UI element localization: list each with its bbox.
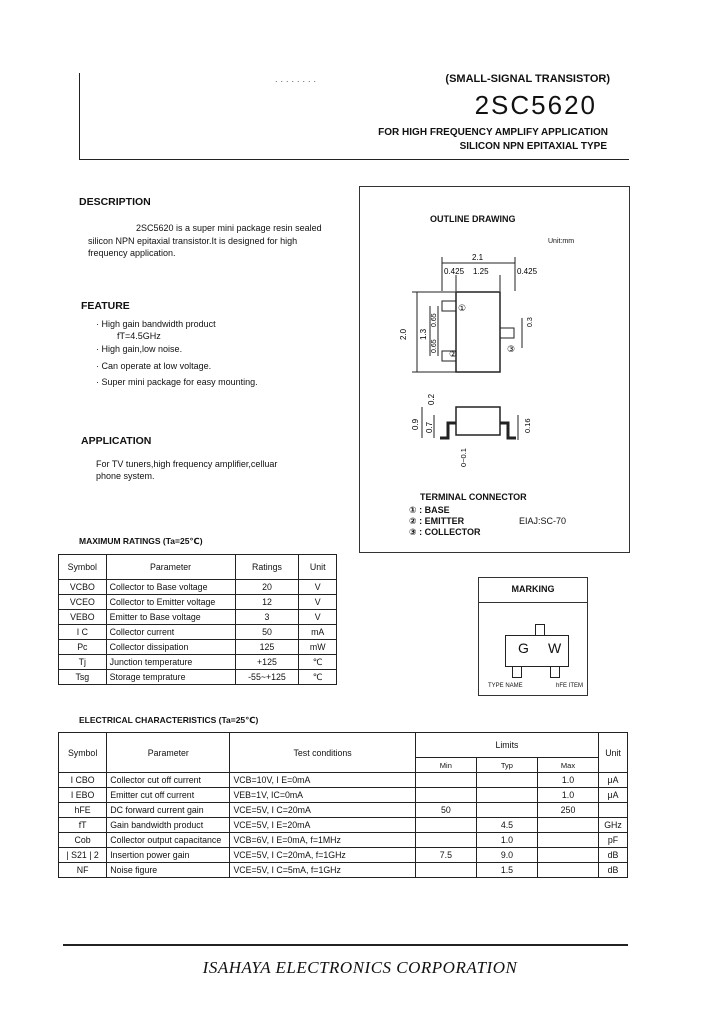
elec-max: 250 — [537, 803, 598, 818]
elec-typ: 9.0 — [476, 848, 537, 863]
max-unit: ℃ — [299, 655, 337, 670]
elec-min: 7.5 — [415, 848, 476, 863]
elec-unit: dB — [599, 848, 628, 863]
max-ratings-row — [59, 625, 337, 640]
max-ratings-row — [59, 595, 337, 610]
max-ratings-row — [59, 670, 337, 685]
elec-symbol: NF — [59, 863, 107, 878]
dim-p1: 0.65 — [431, 313, 438, 327]
marking-right-lead — [550, 666, 560, 678]
max-symbol: Pc — [59, 640, 107, 655]
max-ratings-row — [59, 610, 337, 625]
elec-symbol: hFE — [59, 803, 107, 818]
eiaj-package: EIAJ:SC-70 — [519, 516, 567, 526]
elec-conditions: VCE=5V, I C=5mA, f=1GHz — [230, 863, 415, 878]
max-rating: 125 — [235, 640, 299, 655]
marking-divider — [479, 602, 587, 603]
elec-header-min: Min — [415, 758, 476, 773]
elec-parameter: Emitter cut off current — [107, 788, 230, 803]
max-header-parameter: Parameter — [106, 555, 235, 580]
max-header-symbol: Symbol — [59, 555, 107, 580]
elec-title: ELECTRICAL CHARACTERISTICS (Ta=25℃) — [79, 715, 259, 725]
max-ratings-table — [58, 554, 337, 685]
elec-conditions: VCE=5V, I C=20mA, f=1GHz — [230, 848, 415, 863]
outline-unit: Unit:mm — [548, 238, 575, 245]
elec-min — [415, 818, 476, 833]
elec-row — [59, 833, 628, 848]
elec-min — [415, 788, 476, 803]
marking-title: MARKING — [511, 584, 555, 594]
elec-conditions: VCE=5V, I E=20mA — [230, 818, 415, 833]
part-number: 2SC5620 — [474, 90, 597, 120]
max-header-ratings: Ratings — [235, 555, 299, 580]
elec-parameter: Noise figure — [107, 863, 230, 878]
elec-row — [59, 848, 628, 863]
max-rating: 50 — [235, 625, 299, 640]
elec-header-limits: Limits — [415, 733, 598, 758]
marking-hfe-char: W — [548, 640, 562, 656]
max-rating: 20 — [235, 580, 299, 595]
max-ratings-title: MAXIMUM RATINGS (Ta=25℃) — [79, 536, 203, 546]
max-ratings-row — [59, 580, 337, 595]
elec-header-conditions: Test conditions — [230, 733, 415, 773]
elec-min — [415, 773, 476, 788]
header-dots: ........ — [275, 74, 320, 84]
max-parameter: Collector to Base voltage — [106, 580, 235, 595]
elec-min — [415, 833, 476, 848]
elec-unit: dB — [599, 863, 628, 878]
elec-symbol: fT — [59, 818, 107, 833]
pin-2-number: ② — [449, 350, 458, 360]
dim-top-mid: 1.25 — [473, 267, 489, 276]
marking-left-lead — [512, 666, 522, 678]
dim-lead-thickness: 0.16 — [523, 418, 532, 433]
dim-pitch: 1.3 — [419, 328, 428, 340]
dim-height: 2.0 — [399, 328, 408, 340]
dim-top-left: 0.425 — [444, 267, 465, 276]
max-symbol: Tj — [59, 655, 107, 670]
pin-3-lead — [500, 328, 514, 338]
max-unit: V — [299, 580, 337, 595]
marking-type-char: G — [518, 640, 529, 656]
feature-item-3: · Can operate at low voltage. — [96, 361, 212, 371]
max-unit: mA — [299, 625, 337, 640]
feature-title: FEATURE — [81, 300, 130, 312]
max-rating: 12 — [235, 595, 299, 610]
elec-row — [59, 803, 628, 818]
elec-max — [537, 863, 598, 878]
elec-typ — [476, 803, 537, 818]
application-line-2: phone system. — [96, 471, 155, 481]
terminal-emitter: ② : EMITTER — [409, 516, 465, 526]
dim-standoff: 0~0.1 — [459, 448, 468, 467]
elec-unit: μA — [599, 773, 628, 788]
max-parameter: Collector dissipation — [106, 640, 235, 655]
application-line-1: FOR HIGH FREQUENCY AMPLIFY APPLICATION — [378, 127, 608, 138]
elec-header-symbol: Symbol — [59, 733, 107, 773]
max-unit: V — [299, 610, 337, 625]
max-unit: ℃ — [299, 670, 337, 685]
max-symbol: I C — [59, 625, 107, 640]
feature-item-1b: fT=4.5GHz — [117, 331, 161, 341]
max-symbol: VEBO — [59, 610, 107, 625]
max-ratings-row — [59, 655, 337, 670]
marking-top-lead — [535, 624, 545, 636]
elec-unit: GHz — [599, 818, 628, 833]
elec-row — [59, 863, 628, 878]
marking-hfe-label: hFE ITEM — [556, 683, 584, 689]
description-title: DESCRIPTION — [79, 196, 151, 208]
max-symbol: Tsg — [59, 670, 107, 685]
footer-rule — [63, 944, 628, 946]
elec-unit: μA — [599, 788, 628, 803]
feature-item-2: · High gain,low noise. — [96, 344, 183, 354]
elec-header-max: Max — [537, 758, 598, 773]
elec-min: 50 — [415, 803, 476, 818]
elec-symbol: I CBO — [59, 773, 107, 788]
elec-conditions: VCB=6V, I E=0mA, f=1MHz — [230, 833, 415, 848]
elec-max — [537, 833, 598, 848]
elec-typ: 1.0 — [476, 833, 537, 848]
application-line-2: SILICON NPN EPITAXIAL TYPE — [459, 141, 607, 152]
elec-symbol: I EBO — [59, 788, 107, 803]
terminal-title: TERMINAL CONNECTOR — [420, 492, 527, 502]
outline-title: OUTLINE DRAWING — [430, 214, 516, 224]
dim-side-body: 0.7 — [425, 421, 434, 433]
application-title: APPLICATION — [81, 435, 152, 447]
elec-header-unit: Unit — [599, 733, 628, 773]
max-parameter: Emitter to Base voltage — [106, 610, 235, 625]
max-symbol: VCBO — [59, 580, 107, 595]
max-parameter: Collector to Emitter voltage — [106, 595, 235, 610]
dim-p2: 0.65 — [431, 339, 438, 353]
feature-item-4: · Super mini package for easy mounting. — [96, 377, 258, 387]
elec-header-typ: Typ — [476, 758, 537, 773]
elec-parameter: Collector cut off current — [107, 773, 230, 788]
elec-row — [59, 773, 628, 788]
elec-typ — [476, 773, 537, 788]
elec-unit: pF — [599, 833, 628, 848]
max-unit: mW — [299, 640, 337, 655]
marking-type-label: TYPE NAME — [488, 683, 523, 689]
elec-typ: 4.5 — [476, 818, 537, 833]
terminal-base: ① : BASE — [409, 505, 450, 515]
device-category: (SMALL-SIGNAL TRANSISTOR) — [445, 73, 610, 85]
outline-drawing — [360, 245, 628, 485]
dim-side-total: 0.9 — [411, 418, 420, 430]
description-line-1: 2SC5620 is a super mini package resin sealed — [136, 223, 322, 233]
feature-item-1: · High gain bandwidth product — [96, 319, 216, 329]
elec-typ: 1.5 — [476, 863, 537, 878]
max-rating: 3 — [235, 610, 299, 625]
max-ratings-row — [59, 640, 337, 655]
package-side-view — [456, 407, 500, 435]
description-line-3: frequency application. — [88, 248, 176, 258]
elec-conditions: VCB=10V, I E=0mA — [230, 773, 415, 788]
max-rating: +125 — [235, 655, 299, 670]
max-symbol: VCEO — [59, 595, 107, 610]
elec-header-parameter: Parameter — [107, 733, 230, 773]
description-line-2: silicon NPN epitaxial transistor.It is designed for high — [88, 236, 298, 246]
company-name: ISAHAYA ELECTRONICS CORPORATION — [202, 958, 518, 977]
elec-parameter: DC forward current gain — [107, 803, 230, 818]
elec-typ — [476, 788, 537, 803]
elec-max: 1.0 — [537, 773, 598, 788]
pin-1-number: ① — [458, 304, 467, 314]
elec-table — [58, 732, 628, 878]
elec-row — [59, 818, 628, 833]
elec-min — [415, 863, 476, 878]
max-header-unit: Unit — [299, 555, 337, 580]
elec-unit — [599, 803, 628, 818]
max-parameter: Junction temperature — [106, 655, 235, 670]
elec-parameter: Insertion power gain — [107, 848, 230, 863]
pin-1-lead — [442, 301, 456, 311]
max-parameter: Storage temprature — [106, 670, 235, 685]
elec-max — [537, 818, 598, 833]
elec-max: 1.0 — [537, 788, 598, 803]
elec-row — [59, 788, 628, 803]
terminal-collector: ③ : COLLECTOR — [409, 527, 481, 537]
elec-max — [537, 848, 598, 863]
pin-3-number: ③ — [507, 345, 516, 355]
dim-top-total: 2.1 — [472, 253, 484, 262]
dim-lead-w: 0.3 — [527, 317, 534, 327]
max-unit: V — [299, 595, 337, 610]
elec-conditions: VCE=5V, I C=20mA — [230, 803, 415, 818]
max-rating: -55~+125 — [235, 670, 299, 685]
elec-parameter: Gain bandwidth product — [107, 818, 230, 833]
dim-side-top: 0.2 — [427, 393, 436, 405]
max-parameter: Collector current — [106, 625, 235, 640]
application-line-1: For TV tuners,high frequency amplifier,celluar — [96, 459, 278, 469]
dim-top-right: 0.425 — [517, 267, 538, 276]
elec-parameter: Collector output capacitance — [107, 833, 230, 848]
elec-conditions: VEB=1V, IC=0mA — [230, 788, 415, 803]
elec-symbol: | S21 | 2 — [59, 848, 107, 863]
elec-symbol: Cob — [59, 833, 107, 848]
